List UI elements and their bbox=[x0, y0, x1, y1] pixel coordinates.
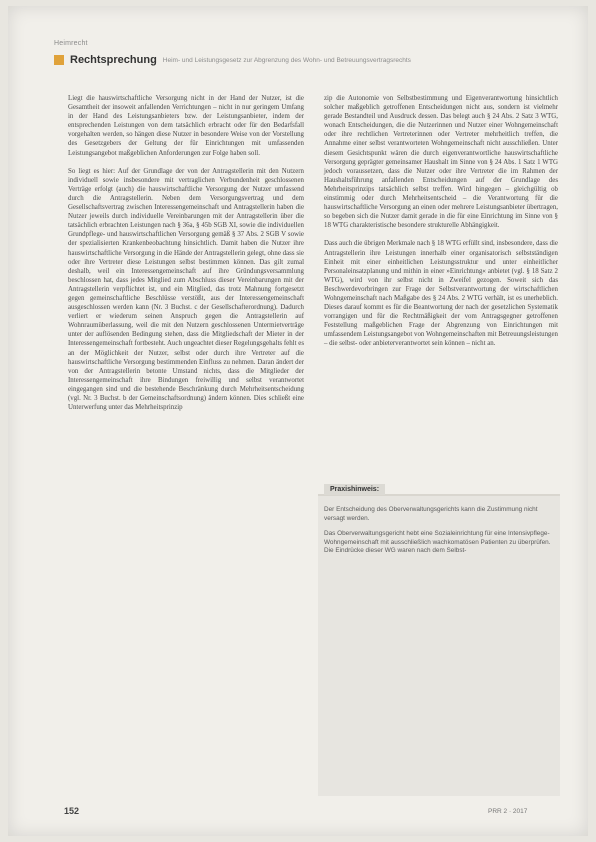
left-column bbox=[68, 94, 304, 421]
section-marker-icon bbox=[54, 55, 64, 65]
section-header bbox=[54, 52, 564, 68]
practice-note-text bbox=[324, 506, 554, 563]
paragraph: zip die Autonomie von Selbstbestimmung und Eigenverantwortung hinsichtlich solcher maßgeblich getroffenen Entscheidungen nicht aus, sondern ist vielmehr gerade Bestandteil und Ausdruck dessen. Das belegt auch § 24 Abs. 2 Satz 3 WTG, wonach Entscheidungen, die die Nutzerinnen und Nutzer einer Wohngemeinschaft oder ihre rechtlichen Vertreterinnen oder Vertreter mehrheitlich treffen, die Annahme einer selbst verantworteten Wohngemeinschaft nicht ausschließen. Unter diesem Gesichtspunkt wären die durch eigenverantwortliche hauswirtschaftliche Versorgung geprägter gemeinsamer Haushalt im Sinne von § 24 Abs. 1 Satz 1 WTG jedoch voraussetzen, dass die Nutzer oder ihre Vertreter die im Rahmen der Haushaltsführung anfallenden Entscheidungen auf der Grundlage des Mehrheitsprinzips tatsächlich selbst treffen. Wird hingegen – gleichgültig ob einstimmig oder durch Mehrheitsentscheid – die Verantwortung für die hauswirtschaftliche Versorgung an einen oder mehrere Leistungsanbieter übertragen, so begeben sich die Nutzer damit gerade in die für eine Einrichtung im Sinne von § 18 WTG charakteristische besondere strukturelle Abhängigkeit. bbox=[324, 95, 558, 230]
right-column bbox=[324, 94, 558, 358]
page bbox=[8, 6, 588, 836]
section-title: Rechtsprechung bbox=[70, 54, 157, 66]
paragraph: Das Oberverwaltungsgericht hebt eine Sozialeinrichtung für eine Intensivpflege-Wohngemeinschaft mit ausschließlich wachkomatösen Patienten zu überprüfen. Die Eindrücke dieser WG waren nach dem Selbst- bbox=[324, 530, 551, 555]
section-subtitle: Heim- und Leistungsgesetz zur Abgrenzung des Wohn- und Betreuungsvertragsrechts bbox=[162, 56, 411, 64]
paragraph: Liegt die hauswirtschaftliche Versorgung nicht in der Hand der Nutzer, ist die Gesamtheit der insoweit anfallenden Verrichtungen – nicht in nur geringem Umfang in der Hand des Leistungsanbieters bzw. der Leistungsanbieter, indem der entsprechenden Leistungen von dem tatsächlich erbracht oder für den Bedarfsfall vorgehalten werden, so hängen diese Nutzer in besondere Weise von der Vorstellung des Gesetzgebers der Geltung der für Einrichtungen mit umfassenden Leistungsangebot maßgeblichen Anforderungen zur Folge haben soll. bbox=[68, 95, 304, 157]
page-number: 152 bbox=[64, 806, 80, 816]
paragraph: So liegt es hier: Auf der Grundlage der von der Antragstellerin mit den Nutzern individuell sowie insbesondere mit vertraglichen Verbundenheit geschlossenen Verträge erfolgt (auch) die hauswirtschaftliche Versorgung der Nutzer umfassend durch die Antragstellerin. Neben dem Versorgungsvertrag und dem Gesellschaftsvertrag zwischen Interessengemeinschaft und Antragstellerin haben die Nutzer jeweils durch individuelle Vereinbarungen mit der Antragstellerin über die tatsächlich erbrachten Leistungen nach § 36a, § 45b SGB XI, sowie die individuellen Grundpflege- und hauswirtschaftlichen Versorgung gemäß § 37 Abs. 2 SGB V sowie der spezialisierten Krankenbeobachtung hinsichtlich. Damit haben die Nutzer ihre hauswirtschaftliche Versorgung in die Hände der Antragstellerin gelegt, ohne dass sie oder ihre Vertreter diese Leistungen selbst bestimmen können. Das gilt zumal deshalb, weil ein Interessengemeinschaft auf ihre Gründungsversammlung beschlossen hat, dass jedes Mitglied zum Abschluss dieser Vereinbarungen mit der Antragstellerin verpflichtet ist, und ein Mitglied, das trotz Mahnung fortgesetzt gegen gemeinschaftliche Beschlüsse verstößt, aus der Interessengemeinschaft ausgeschlossen werden kann (Nr. 3 Buchst. c der Gesellschafterordnung). Dadurch verliert er wiederum seinen Anspruch gegen die Antragstellerin auf Wohnraumüberlassung, weil die mit den Nutzern geschlossenen Untermietverträge unter der auflösenden Bedingung stehen, dass die Mitgliedschaft der Mieter in der Interessengemeinschaft fortbesteht. Auch ungeachtet dieser Regelungsgehalts fehlt es an der Möglichkeit der Nutzer, selbst oder durch ihre Vertreter auf die hauswirtschaftliche Versorgung bestimmenden Einfluss zu nehmen. Daran ändert der von der Antragstellerin betonte Umstand nichts, dass die Mitglieder der Interessengemeinschaft ihre Bindungen freiwillig und selbst verantwortet eingegangen sind und die bestehende Beschränkung durch Mehrheitsentscheidung (vgl. Nr. 3 Buchst. b der Gemeinschaftsordnung) ändern können. Dies schließt eine Unterwerfung unter das Mehrheitsprinzip bbox=[68, 167, 304, 412]
paragraph: Dass auch die übrigen Merkmale nach § 18 WTG erfüllt sind, insbesondere, dass die Antragstellerin ihre Leistungen innerhalb einer organisatorisch selbstständigen Einheit mit einer einheitlichen Leistungsstruktur und unter einheitlicher Personaleinsatzplanung und mithin in einer »Einrichtung« anbietet (vgl. § 18 Satz 2 WTG), wird von ihr selbst nicht in Zweifel gezogen. Soweit sich das Beschwerdevorbringen zur Frage der Selbstverantwortung der wirtschaftlichen Wohngemeinschaft nach Maßgabe des § 24 Abs. 2 WTG verhält, ist es unerheblich. Dieses darauf kommt es für die Beantwortung der nach der gesetzlichen Systematik vorrangigen und für die Rechtmäßigkeit der vom Antragsgegner getroffenen Feststellung maßgeblichen Frage der Abgrenzung von Einrichtungen mit umfassendem Leistungsangebot von Wohngemeinschaften mit Betreuungsleistungen – die selbst- oder anbieterverantwortet sein können – nicht an. bbox=[324, 240, 558, 348]
running-head: Heimrecht bbox=[54, 40, 88, 47]
paragraph: Der Entscheidung des Oberverwaltungsgerichts kann die Zustimmung nicht versagt werden. bbox=[324, 506, 538, 522]
journal-footer: PRR 2 · 2017 bbox=[488, 808, 528, 815]
practice-note-label: Praxishinweis: bbox=[324, 484, 385, 495]
